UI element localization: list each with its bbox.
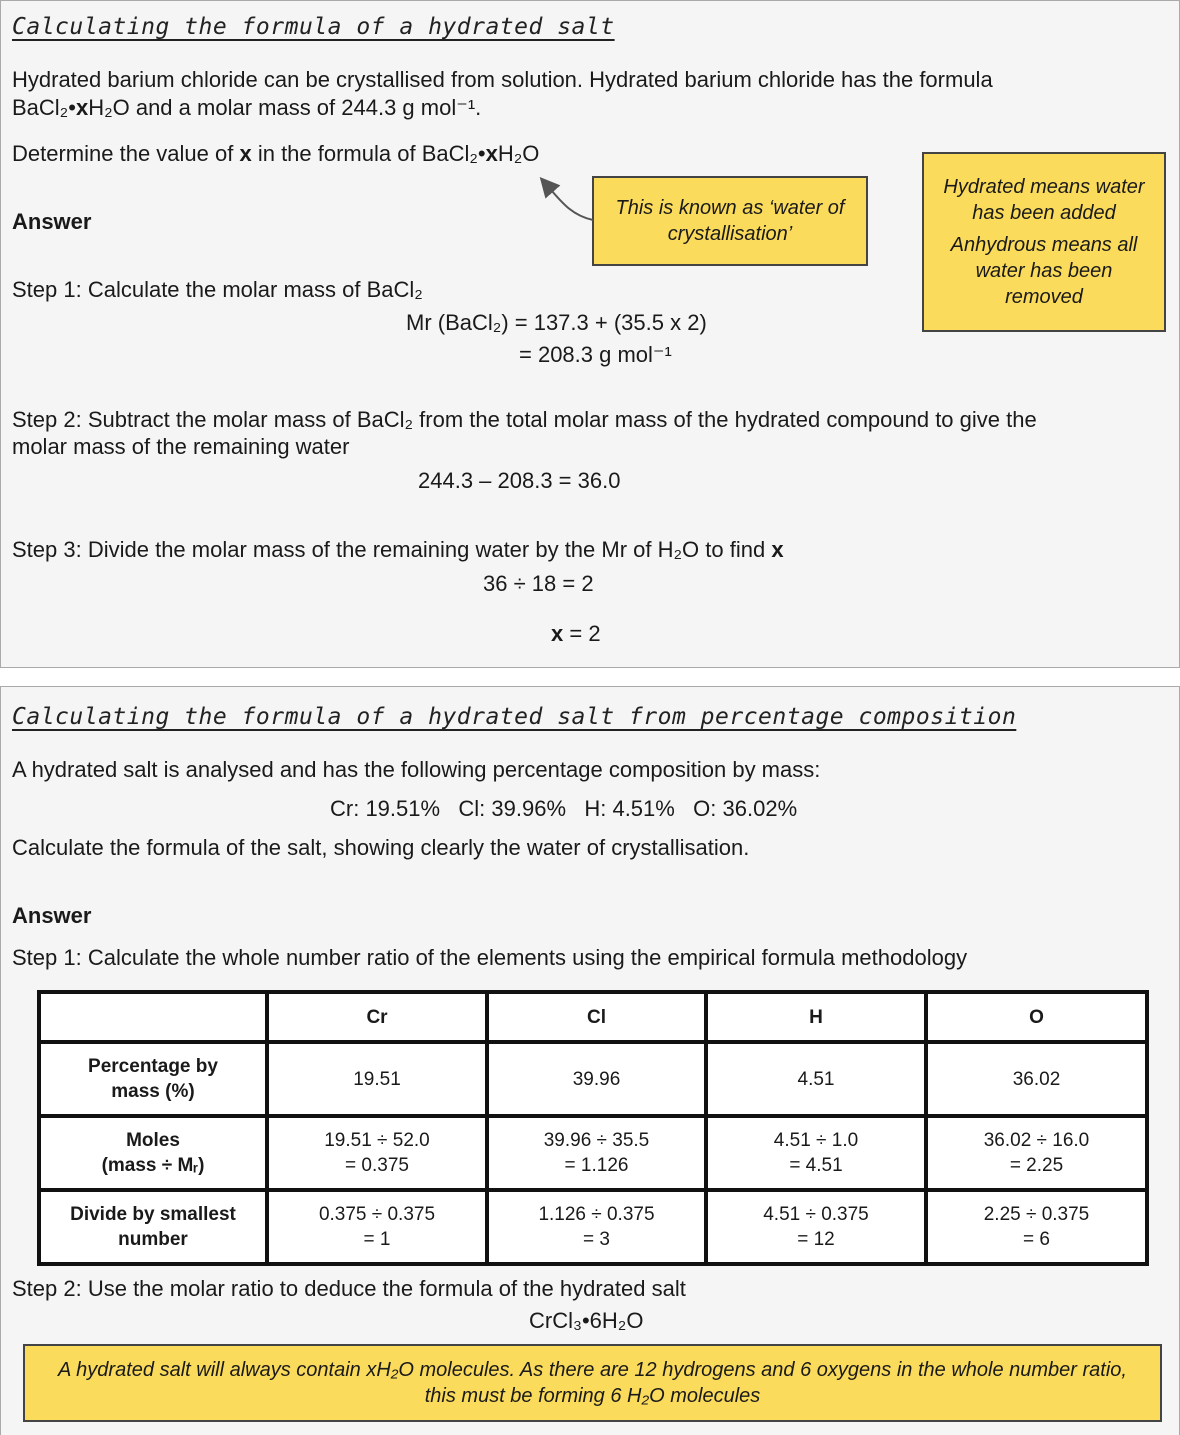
table-row	[39, 1116, 1147, 1190]
header-cell	[39, 992, 267, 1042]
table-cell: 1.126 ÷ 0.375 = 3	[487, 1190, 706, 1264]
section1-heading: Calculating the formula of a hydrated salt	[12, 14, 615, 40]
table-cell: 19.51 ÷ 52.0 = 0.375	[267, 1116, 487, 1190]
row-label: Percentage by mass (%)	[39, 1042, 267, 1116]
section2-heading: Calculating the formula of a hydrated salt from percentage composition	[12, 704, 1017, 730]
header-cell: Cl	[487, 992, 706, 1042]
intro-line-2: BaCl₂•xH₂O and a molar mass of 244.3 g mol⁻¹.	[12, 95, 482, 120]
section2-intro: A hydrated salt is analysed and has the following percentage composition by mass:	[12, 757, 821, 782]
step1-calc-2: = 208.3 g mol⁻¹	[519, 342, 672, 367]
header-cell: H	[706, 992, 926, 1042]
final-formula: CrCl₃•6H₂O	[529, 1308, 644, 1333]
table-cell: 0.375 ÷ 0.375 = 1	[267, 1190, 487, 1264]
question-1: Determine the value of x in the formula of BaCl₂•xH₂O	[12, 141, 540, 166]
step3-calc: 36 ÷ 18 = 2	[483, 571, 594, 596]
table-cell: 4.51 ÷ 1.0 = 4.51	[706, 1116, 926, 1190]
table-cell: 39.96	[487, 1042, 706, 1116]
table-cell: 36.02 ÷ 16.0 = 2.25	[926, 1116, 1147, 1190]
table-cell: 4.51	[706, 1042, 926, 1116]
table-cell: 36.02	[926, 1042, 1147, 1116]
answer-label-2: Answer	[12, 903, 92, 928]
step1-calc-1: Mr (BaCl₂) = 137.3 + (35.5 x 2)	[406, 310, 707, 335]
header-cell: Cr	[267, 992, 487, 1042]
table-cell: 19.51	[267, 1042, 487, 1116]
step3-result: x = 2	[551, 621, 601, 646]
section2-step1: Step 1: Calculate the whole number ratio of the elements using the empirical formula methodology	[12, 945, 968, 970]
step2-line-1: Step 2: Subtract the molar mass of BaCl₂ from the total molar mass of the hydrated compound to give the	[12, 407, 1037, 432]
table-header-row	[39, 992, 1147, 1042]
composition-values: Cr: 19.51% Cl: 39.96% H: 4.51% O: 36.02%	[330, 796, 798, 821]
step1-text: Step 1: Calculate the molar mass of BaCl₂	[12, 277, 423, 302]
row-label: Moles (mass ÷ Mᵣ)	[39, 1116, 267, 1190]
answer-label-1: Answer	[12, 209, 92, 234]
table-cell: 4.51 ÷ 0.375 = 12	[706, 1190, 926, 1264]
step2-calc: 244.3 – 208.3 = 36.0	[418, 468, 621, 493]
step2-line-2: molar mass of the remaining water	[12, 434, 350, 459]
table-cell: 2.25 ÷ 0.375 = 6	[926, 1190, 1147, 1264]
note-water-molecules: A hydrated salt will always contain xH₂O molecules. As there are 12 hydrogens and 6 oxygens in the whole number ratio, this must be forming 6 H₂O molecules	[23, 1344, 1162, 1422]
row-label: Divide by smallest number	[39, 1190, 267, 1264]
note-anhydrous-text: Anhydrous means all water has been removed	[950, 234, 1138, 308]
note-water-of-crystallisation: This is known as ‘water of crystallisation’	[592, 176, 868, 266]
table-row	[39, 1190, 1147, 1264]
intro-line-1: Hydrated barium chloride can be crystallised from solution. Hydrated barium chloride has the formula	[12, 67, 993, 92]
section2-question: Calculate the formula of the salt, showing clearly the water of crystallisation.	[12, 835, 750, 860]
table-cell: 39.96 ÷ 35.5 = 1.126	[487, 1116, 706, 1190]
step3-text: Step 3: Divide the molar mass of the remaining water by the Mr of H₂O to find x	[12, 537, 784, 562]
empirical-formula-table	[37, 990, 1149, 1266]
table-row	[39, 1042, 1147, 1116]
note-hydrated-text: Hydrated means water has been added	[943, 176, 1145, 224]
header-cell: O	[926, 992, 1147, 1042]
section2-step2: Step 2: Use the molar ratio to deduce the formula of the hydrated salt	[12, 1276, 686, 1301]
